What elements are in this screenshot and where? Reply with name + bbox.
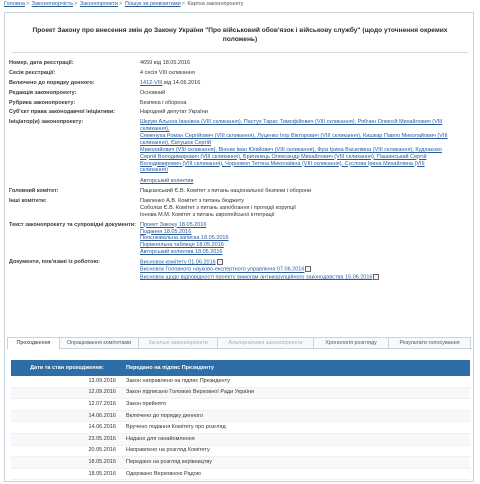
authors-link[interactable]: Авторський колектив	[140, 178, 194, 185]
tab-alternative-bills[interactable]: Альтернативні законопроекти	[217, 337, 314, 348]
row-edition	[9, 90, 471, 97]
table-row	[11, 457, 470, 469]
committee-item: Павленко А.В. Комітет з питань бюджету	[140, 198, 245, 204]
row-text: Передано на розгляд керівництву	[126, 459, 212, 466]
passage-table	[11, 360, 470, 480]
table-header	[11, 360, 470, 376]
initiators-line[interactable]: Миколайович (VIII скликання), Вінник Іван Юлійович (VIII скликання), Фріз Ірина Василівна (VIII скликання), Кудлаєнко	[140, 146, 442, 153]
table-row	[11, 376, 470, 388]
document-icon[interactable]	[305, 266, 311, 272]
row-date: 13.09.2016	[88, 377, 116, 384]
breadcrumb-lawmaking[interactable]: Законотворчість	[31, 1, 74, 7]
title-divider	[12, 52, 468, 53]
row-main-committee	[9, 188, 471, 195]
row-rubric	[9, 100, 471, 107]
initiators-line[interactable]: Сергій Володимирович (VIII скликання), Бригинець Олександр Михайлович (VIII скликання), Пашинський Сергій	[140, 153, 427, 160]
row-date: 12.09.2016	[88, 389, 116, 396]
row-text: Одержано Верховною Радою	[126, 470, 201, 477]
row-agenda	[9, 80, 471, 87]
text-doc-link[interactable]: Проект Закону 18.05.2016	[140, 221, 207, 228]
row-texts	[9, 222, 471, 256]
row-date: 18.05.2016	[88, 459, 116, 466]
tab-bar	[7, 337, 472, 349]
row-date: 18.05.2016	[88, 470, 116, 477]
agenda-value	[140, 80, 471, 87]
initiators-label: Ініціатор(и) законопроекту:	[9, 119, 84, 126]
related-doc-link[interactable]: Висновок Головного науково-експертного управління 07.06.2016	[140, 266, 305, 273]
document-icon[interactable]	[217, 259, 223, 265]
tab-committees[interactable]: Опрацювання комітетами	[59, 337, 139, 348]
edition-value: Основний	[140, 89, 166, 96]
page-title: Проект Закону про внесення змін до Закону України "Про військовий обов'язок і військову службу" (щодо уточнення окремих положень)	[32, 27, 448, 43]
committee-item: Соболєв Є.В. Комітет з питань запобігання і протидії корупції	[140, 204, 296, 211]
rubric-value: Безпека і оборона	[140, 99, 187, 106]
row-text: Закон направлено на підпис Президенту	[126, 377, 230, 384]
initiators-line[interactable]: Володимирович (VIII скликання), Чорновол Тетяна Миколаївна (VIII скликання), Суслова Ірина Михайлівна (VIII	[140, 160, 425, 167]
initiators-value	[140, 119, 471, 185]
text-doc-link[interactable]: Подання 18.05.2016	[140, 228, 192, 235]
breadcrumb-home[interactable]: Головна	[4, 1, 25, 7]
initiators-line[interactable]: Шкрум Альона Іванівна (VIII скликання), Пастух Тарас Тимофійович (VIII скликання), Рябчин Олексій Михайлович (VIII скликання),	[140, 119, 443, 133]
table-row	[11, 422, 470, 434]
row-date: 20.05.2016	[88, 447, 116, 454]
tab-passage[interactable]: Проходження	[7, 337, 60, 349]
breadcrumb: Головна> Законотворчість> Законопроекти> Пошук за реквізитами> Картка законопроекту	[4, 1, 244, 7]
tab-general-bills[interactable]: Загальні законопроекти	[138, 337, 218, 348]
session-label: Сесія реєстрації:	[9, 69, 56, 76]
tab-voting-results[interactable]: Результати голосування	[388, 337, 471, 348]
other-committees-value	[140, 198, 471, 219]
committee-item: Іонова М.М. Комітет з питань європейської інтеграції	[140, 211, 275, 218]
agenda-date: від 14.06.2016	[163, 79, 201, 86]
related-doc-link[interactable]: Висновок щодо відповідності проекту вимогам антикорупційного законодавства 15.06.2016	[140, 274, 373, 281]
number-label: Номер, дата реєстрації:	[9, 60, 74, 66]
row-text: Вручено подання Комітету про розгляд	[126, 424, 226, 431]
row-subject	[9, 109, 471, 116]
table-row	[11, 388, 470, 400]
initiators-line[interactable]: Семенуха Роман Сергійович (VIII скликання), Луценко Ігор Вікторович (VIII скликання), Кишкар Павло Миколайович (VIII скликання), Євтушок Сергій	[140, 133, 448, 146]
subject-value: Народний депутат України	[140, 109, 208, 116]
breadcrumb-search[interactable]: Пошук за реквізитами	[124, 1, 181, 7]
row-date: 14.06.2016	[88, 424, 116, 431]
texts-label: Текст законопроекту та супровідні документи:	[9, 221, 136, 228]
other-committees-label: Інші комітети:	[9, 198, 47, 204]
text-doc-link[interactable]: Порівняльна таблиця 18.05.2016	[140, 242, 224, 249]
session-value: 4 сесія VIII скликання	[140, 69, 195, 76]
agenda-link[interactable]: 1412-VIII	[140, 79, 163, 86]
table-body	[11, 376, 470, 480]
row-date: 14.06.2016	[88, 412, 116, 419]
tab-chronology[interactable]: Хронологія розгляду	[313, 337, 389, 348]
table-row	[11, 411, 470, 423]
row-initiators	[9, 119, 471, 185]
main-committee-label: Головний комітет:	[9, 188, 59, 195]
docs-value	[140, 259, 471, 281]
number-value: 4659 від 18.05.2016	[140, 60, 191, 66]
row-text: Закон підписано Головою Верховної Ради України	[126, 389, 255, 396]
row-docs	[9, 259, 471, 281]
document-icon[interactable]	[373, 274, 379, 280]
breadcrumb-current: Картка законопроекту	[187, 1, 244, 7]
subject-label: Суб'єкт права законодавчої ініціативи:	[9, 109, 116, 116]
agenda-label: Включено до порядку денного:	[9, 79, 95, 86]
row-number	[9, 60, 471, 67]
docs-label: Документи, пов'язані із роботою:	[9, 259, 100, 265]
row-date: 23.05.2016	[88, 435, 116, 442]
row-text: Надано для ознайомлення	[126, 435, 195, 442]
header-date: Дати та стан проходження:	[30, 364, 104, 371]
rubric-label: Рубрика законопроекту:	[9, 99, 76, 106]
initiators-line[interactable]: скликання)	[140, 167, 168, 174]
bill-details	[9, 60, 471, 284]
texts-value	[140, 222, 471, 256]
table-row	[11, 399, 470, 411]
text-doc-link[interactable]: Авторський колектив 18.05.2016	[140, 249, 223, 256]
row-text: Закон прийнято	[126, 401, 167, 408]
table-row	[11, 469, 470, 481]
main-committee-value: Пацканський Є.В. Комітет з питань національної безпеки і оборони	[140, 188, 312, 195]
row-text: Направлено на розгляд Комітету	[126, 447, 210, 454]
breadcrumb-bills[interactable]: Законопроекти	[79, 1, 119, 7]
row-session	[9, 70, 471, 77]
row-text: Включено до порядку денного	[126, 412, 204, 419]
related-doc-link[interactable]: Висновок комітету 01.06.2016	[140, 259, 216, 266]
edition-label: Редакція законопроекту:	[9, 89, 77, 96]
table-row	[11, 434, 470, 446]
header-status: Передано на підпис Президенту	[126, 364, 214, 371]
row-date: 12.07.2016	[88, 401, 116, 408]
row-other-committees	[9, 198, 471, 219]
text-doc-link[interactable]: Пояснювальна записка 18.05.2016	[140, 235, 229, 242]
table-row	[11, 446, 470, 458]
